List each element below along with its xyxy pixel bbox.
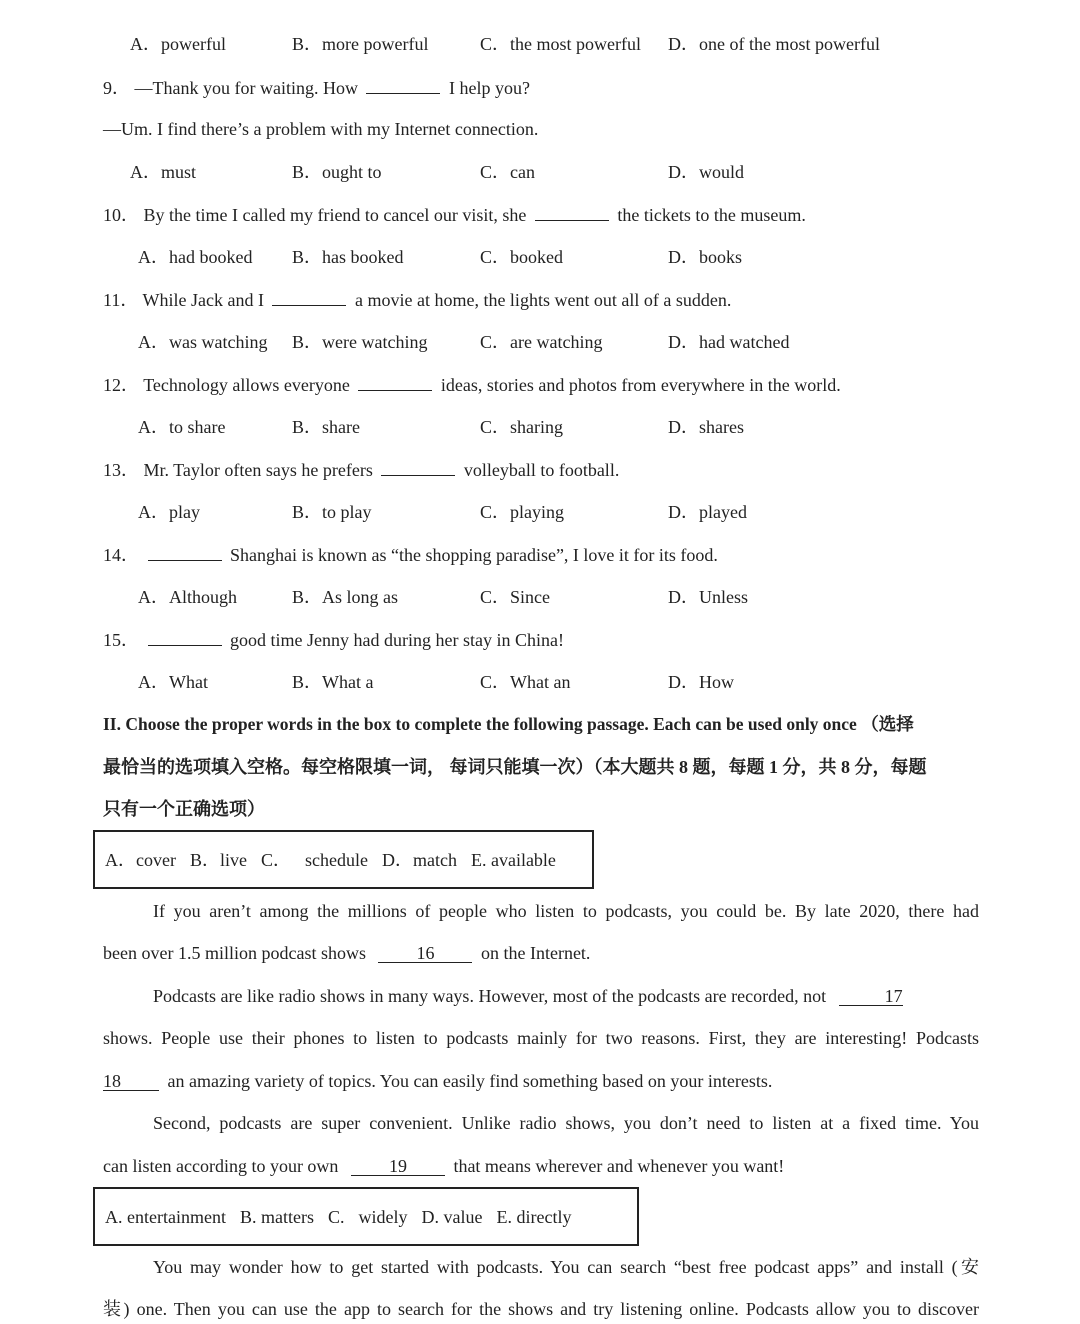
section-2-heading-en: II. Choose the proper words in the box to complete the following passage. Each can be used only once xyxy=(103,714,857,734)
word-option: B．live xyxy=(189,849,247,870)
word-option: E. available xyxy=(470,849,556,870)
q12-option-a: A．to share xyxy=(138,417,226,437)
word-option: A．cover xyxy=(105,849,176,870)
answer-blank xyxy=(272,287,346,306)
answer-blank xyxy=(358,372,432,391)
passage-line xyxy=(153,984,907,1008)
q11-option-a: A．was watching xyxy=(138,332,268,352)
answer-blank xyxy=(148,542,222,561)
q14-option-d: D．Unless xyxy=(668,587,748,607)
word-option: C． xyxy=(260,849,291,870)
question-13 xyxy=(103,457,619,482)
q13-option-d: D．played xyxy=(668,502,747,522)
q10-option-c: C．booked xyxy=(480,247,563,267)
word-option: widely xyxy=(358,1206,408,1227)
answer-blank xyxy=(148,627,222,646)
q11-option-c: C．are watching xyxy=(480,332,603,352)
q13-option-a: A．play xyxy=(138,502,200,522)
q14-option-c: C．Since xyxy=(480,587,550,607)
question-15 xyxy=(103,627,564,652)
passage-text: Podcasts are like radio shows in many ways. However, most of the podcasts are recorded, not xyxy=(153,986,827,1006)
word-box-1 xyxy=(93,830,594,889)
question-9 xyxy=(103,75,530,100)
blank-19: 19 xyxy=(351,1157,445,1176)
question-14 xyxy=(103,542,718,567)
question-number: 15． xyxy=(103,630,139,650)
q10-option-a: A．had booked xyxy=(138,247,253,267)
q8-option-b: B．more powerful xyxy=(292,34,429,54)
blank-17: 17 xyxy=(839,987,903,1006)
section-2-instruction: 最恰当的选项填入空格。每空格限填一词， 每词只能填一次）（本大题共 8 题，每题 1 分，共 8 分，每题 xyxy=(103,757,927,777)
q8-option-d: D．one of the most powerful xyxy=(668,34,880,54)
question-number: 11． xyxy=(103,290,139,310)
q9-option-a: A．must xyxy=(130,162,197,182)
question-text-before: By the time I called my friend to cancel our visit, she xyxy=(143,205,527,225)
question-text-after: the tickets to the museum. xyxy=(617,205,806,225)
q11-option-b: B．were watching xyxy=(292,332,428,352)
q14-option-b: B．As long as xyxy=(292,587,399,607)
answer-blank xyxy=(535,202,609,221)
q13-option-c: C．playing xyxy=(480,502,564,522)
answer-blank xyxy=(366,75,440,94)
question-number: 12． xyxy=(103,375,139,395)
question-text-before: —Thank you for waiting. How xyxy=(134,78,358,98)
q10-option-d: D．books xyxy=(668,247,743,267)
question-text-after: ideas, stories and photos from everywhere in the world. xyxy=(440,375,841,395)
question-number: 9． xyxy=(103,78,130,98)
question-10 xyxy=(103,202,806,227)
question-9-reply: —Um. I find there’s a problem with my Internet connection. xyxy=(103,119,539,139)
q8-option-c: C．the most powerful xyxy=(480,34,641,54)
question-text-after: I help you? xyxy=(448,78,530,98)
passage-text: on the Internet. xyxy=(480,943,591,963)
q13-option-b: B．to play xyxy=(292,502,372,522)
passage-line xyxy=(103,941,590,965)
word-option: A. entertainment xyxy=(105,1206,226,1227)
question-text-before: While Jack and I xyxy=(142,290,264,310)
question-12 xyxy=(103,372,841,397)
passage-line xyxy=(103,1154,784,1178)
q15-option-a: A．What xyxy=(138,672,208,692)
question-text-before: Technology allows everyone xyxy=(143,375,350,395)
q12-option-b: B．share xyxy=(292,417,360,437)
blank-18: 18 xyxy=(103,1072,159,1091)
question-text-after: a movie at home, the lights went out all of a sudden. xyxy=(354,290,732,310)
question-text-after: good time Jenny had during her stay in China! xyxy=(230,630,564,650)
word-option: D. value xyxy=(421,1206,483,1227)
question-number: 14． xyxy=(103,545,139,565)
q9-option-c: C．can xyxy=(480,162,535,182)
passage-text: an amazing variety of topics. You can easily find something based on your interests. xyxy=(167,1071,773,1091)
q14-option-a: A．Although xyxy=(138,587,237,607)
passage-line: shows. People use their phones to listen to podcasts mainly for two reasons. First, they are interesting! Podcasts xyxy=(103,1028,979,1048)
section-2-heading-cn: （选择 xyxy=(861,714,914,734)
q10-option-b: B．has booked xyxy=(292,247,404,267)
q12-option-d: D．shares xyxy=(668,417,744,437)
passage-text: can listen according to your own xyxy=(103,1156,339,1176)
q9-option-b: B．ought to xyxy=(292,162,382,182)
passage-text: that means wherever and whenever you want! xyxy=(453,1156,785,1176)
q15-option-d: D．How xyxy=(668,672,734,692)
question-11 xyxy=(103,287,731,312)
word-option: E. directly xyxy=(496,1206,572,1227)
question-number: 13． xyxy=(103,460,139,480)
passage-line xyxy=(103,1069,772,1093)
blank-16: 16 xyxy=(378,944,472,963)
word-option: C. xyxy=(327,1206,345,1227)
word-option: D．match xyxy=(381,849,457,870)
section-2-heading xyxy=(103,712,914,736)
q15-option-b: B．What a xyxy=(292,672,374,692)
q12-option-c: C．sharing xyxy=(480,417,563,437)
word-option: schedule xyxy=(305,849,368,870)
q8-option-a: A．powerful xyxy=(130,34,226,54)
word-option: B. matters xyxy=(239,1206,314,1227)
q9-option-d: D．would xyxy=(668,162,744,182)
q11-option-d: D．had watched xyxy=(668,332,790,352)
section-2-instruction-end: 只有一个正确选项） xyxy=(103,799,265,819)
passage-text: been over 1.5 million podcast shows xyxy=(103,943,366,963)
q15-option-c: C．What an xyxy=(480,672,571,692)
passage-line: If you aren’t among the millions of people who listen to podcasts, you could be. By late 2020, there had xyxy=(153,901,979,921)
passage-line: 装) one. Then you can use the app to search for the shows and try listening online. Podcasts allow you to discover xyxy=(103,1299,979,1319)
passage-line: Second, podcasts are super convenient. Unlike radio shows, you don’t need to listen at a fixed time. You xyxy=(153,1113,979,1133)
question-text-before: Mr. Taylor often says he prefers xyxy=(143,460,373,480)
passage-line: You may wonder how to get started with podcasts. You can search “best free podcast apps” and install (安 xyxy=(153,1257,979,1277)
word-box-2 xyxy=(93,1187,639,1246)
question-number: 10． xyxy=(103,205,139,225)
question-text-after: Shanghai is known as “the shopping paradise”, I love it for its food. xyxy=(230,545,718,565)
question-text-after: volleyball to football. xyxy=(463,460,620,480)
answer-blank xyxy=(381,457,455,476)
